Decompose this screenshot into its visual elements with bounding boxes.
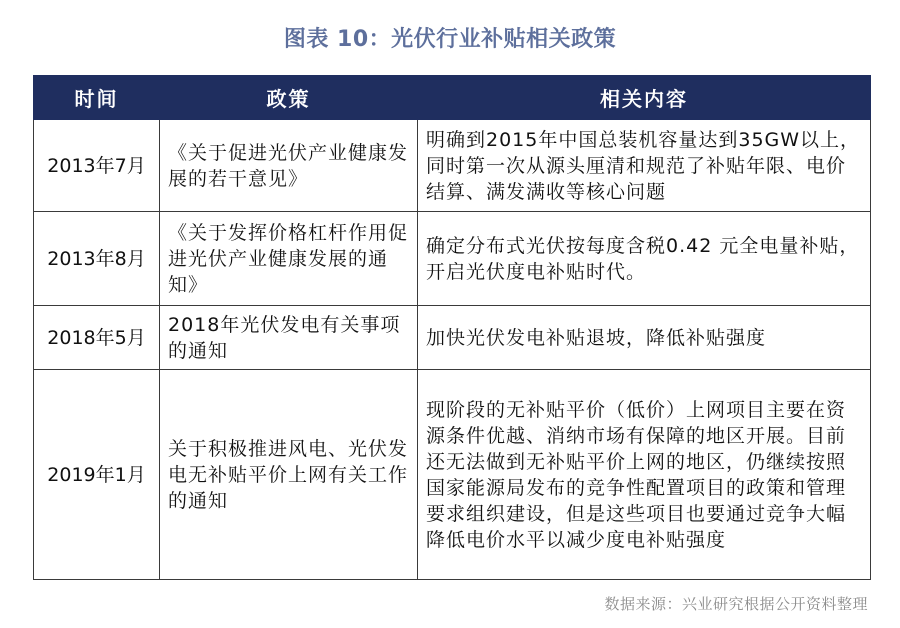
row-time: 2019年1月 <box>34 370 160 580</box>
header-time: 时间 <box>34 76 160 120</box>
table-row <box>34 120 871 212</box>
row-policy: 关于积极推进风电、光伏发电无补贴平价上网有关工作的通知 <box>160 370 418 580</box>
table-header-row <box>34 76 871 120</box>
row-time: 2018年5月 <box>34 306 160 370</box>
row-content: 现阶段的无补贴平价（低价）上网项目主要在资源条件优越、消纳市场有保障的地区开展。目前还无法做到无补贴平价上网的地区，仍继续按照国家能源局发布的竞争性配置项目的政策和管理要求组织建设，但是这些项目也要通过竞争大幅降低电价水平以减少度电补贴强度 <box>418 370 871 580</box>
row-time: 2013年7月 <box>34 120 160 212</box>
row-policy: 《关于发挥价格杠杆作用促进光伏产业健康发展的通知》 <box>160 212 418 306</box>
row-time: 2013年8月 <box>34 212 160 306</box>
row-content: 加快光伏发电补贴退坡，降低补贴强度 <box>418 306 871 370</box>
row-policy: 2018年光伏发电有关事项的通知 <box>160 306 418 370</box>
header-content: 相关内容 <box>418 76 871 120</box>
figure-title: 图表 10：光伏行业补贴相关政策 <box>283 27 617 52</box>
header-policy: 政策 <box>160 76 418 120</box>
data-source-note: 数据来源：兴业研究根据公开资料整理 <box>604 595 868 613</box>
policy-table <box>33 75 871 580</box>
row-content: 确定分布式光伏按每度含税0.42 元全电量补贴，开启光伏度电补贴时代。 <box>418 212 871 306</box>
row-policy: 《关于促进光伏产业健康发展的若干意见》 <box>160 120 418 212</box>
table-row <box>34 212 871 306</box>
table-row <box>34 306 871 370</box>
row-content: 明确到2015年中国总装机容量达到35GW以上，同时第一次从源头厘清和规范了补贴年限、电价结算、满发满收等核心问题 <box>418 120 871 212</box>
table-row <box>34 370 871 580</box>
